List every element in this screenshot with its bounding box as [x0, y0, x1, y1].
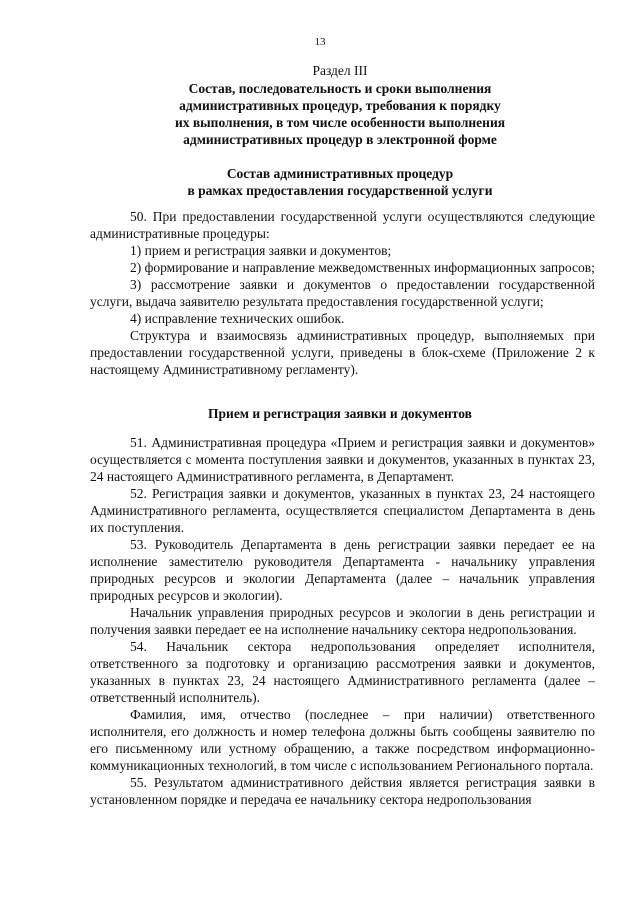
section-title-line: Состав, последовательность и сроки выполнения: [188, 81, 492, 96]
subheading-reception: Прием и регистрация заявки и документов: [208, 406, 472, 421]
paragraph: Начальник управления природных ресурсов и экологии в день регистрации и получения заявки передает ее на исполнение начальнику сектора недропользования.: [90, 605, 595, 637]
page-number: 13: [314, 36, 326, 48]
paragraph: Фамилия, имя, отчество (последнее – при наличии) ответственного исполнителя, его должность и номер телефона должны быть сообщены заявителю по его письменному или устному обращению, а также посредством информационно-коммуникационных технологий, в том числе с использованием Регионального портала.: [90, 707, 595, 773]
subheading-composition: [90, 165, 590, 199]
paragraph: 54. Начальник сектора недропользования определяет исполнителя, ответственного за подготовку и организацию рассмотрения заявки и документов, указанных в пунктах 23, 24 настоящего Административного регламента (далее – ответственный исполнитель).: [90, 639, 595, 705]
paragraph: 55. Результатом административного действия является регистрация заявки в установленном порядке и передача ее начальнику сектора недропользования: [90, 775, 595, 807]
list-item: 4) исправление технических ошибок.: [130, 311, 345, 326]
paragraphs-block-1: [90, 208, 595, 378]
section-title: [90, 80, 590, 148]
paragraph: Структура и взаимосвязь административных процедур, выполняемых при предоставлении государственной услуги, приведены в блок-схеме (Приложение 2 к настоящему Административному регламенту).: [90, 328, 595, 377]
list-item: 2) формирование и направление межведомственных информационных запросов;: [130, 260, 595, 275]
list-item: 1) прием и регистрация заявки и документов;: [130, 243, 392, 258]
paragraphs-block-2: [90, 434, 595, 808]
section-label: Раздел III: [312, 63, 368, 78]
section-title-line: административных процедур в электронной форме: [183, 132, 497, 147]
paragraph: 53. Руководитель Департамента в день регистрации заявки передает ее на исполнение заместителю руководителя Департамента - начальнику управления природных ресурсов и экологии Департамента (далее – начальник управления природных ресурсов и экологии).: [90, 537, 595, 603]
paragraph: 52. Регистрация заявки и документов, указанных в пунктах 23, 24 настоящего Административного регламента, осуществляется специалистом Департамента в день их поступления.: [90, 486, 595, 535]
section-title-line: административных процедур, требования к порядку: [179, 98, 501, 113]
subheading-line: Состав административных процедур: [226, 166, 454, 181]
subheading-line: в рамках предоставления государственной услуги: [187, 183, 493, 198]
paragraph: 51. Административная процедура «Прием и регистрация заявки и документов» осуществляется с момента поступления заявки и документов, указанных в пунктах 23, 24 настоящего Административного регламента, в Департамент.: [90, 435, 595, 484]
list-item: 3) рассмотрение заявки и документов о предоставлении государственной услуги, выдача заявителю результата предоставления государственной услуги;: [90, 277, 595, 309]
paragraph: 50. При предоставлении государственной услуги осуществляются следующие административные процедуры:: [90, 209, 595, 241]
section-title-line: их выполнения, в том числе особенности выполнения: [174, 115, 506, 130]
